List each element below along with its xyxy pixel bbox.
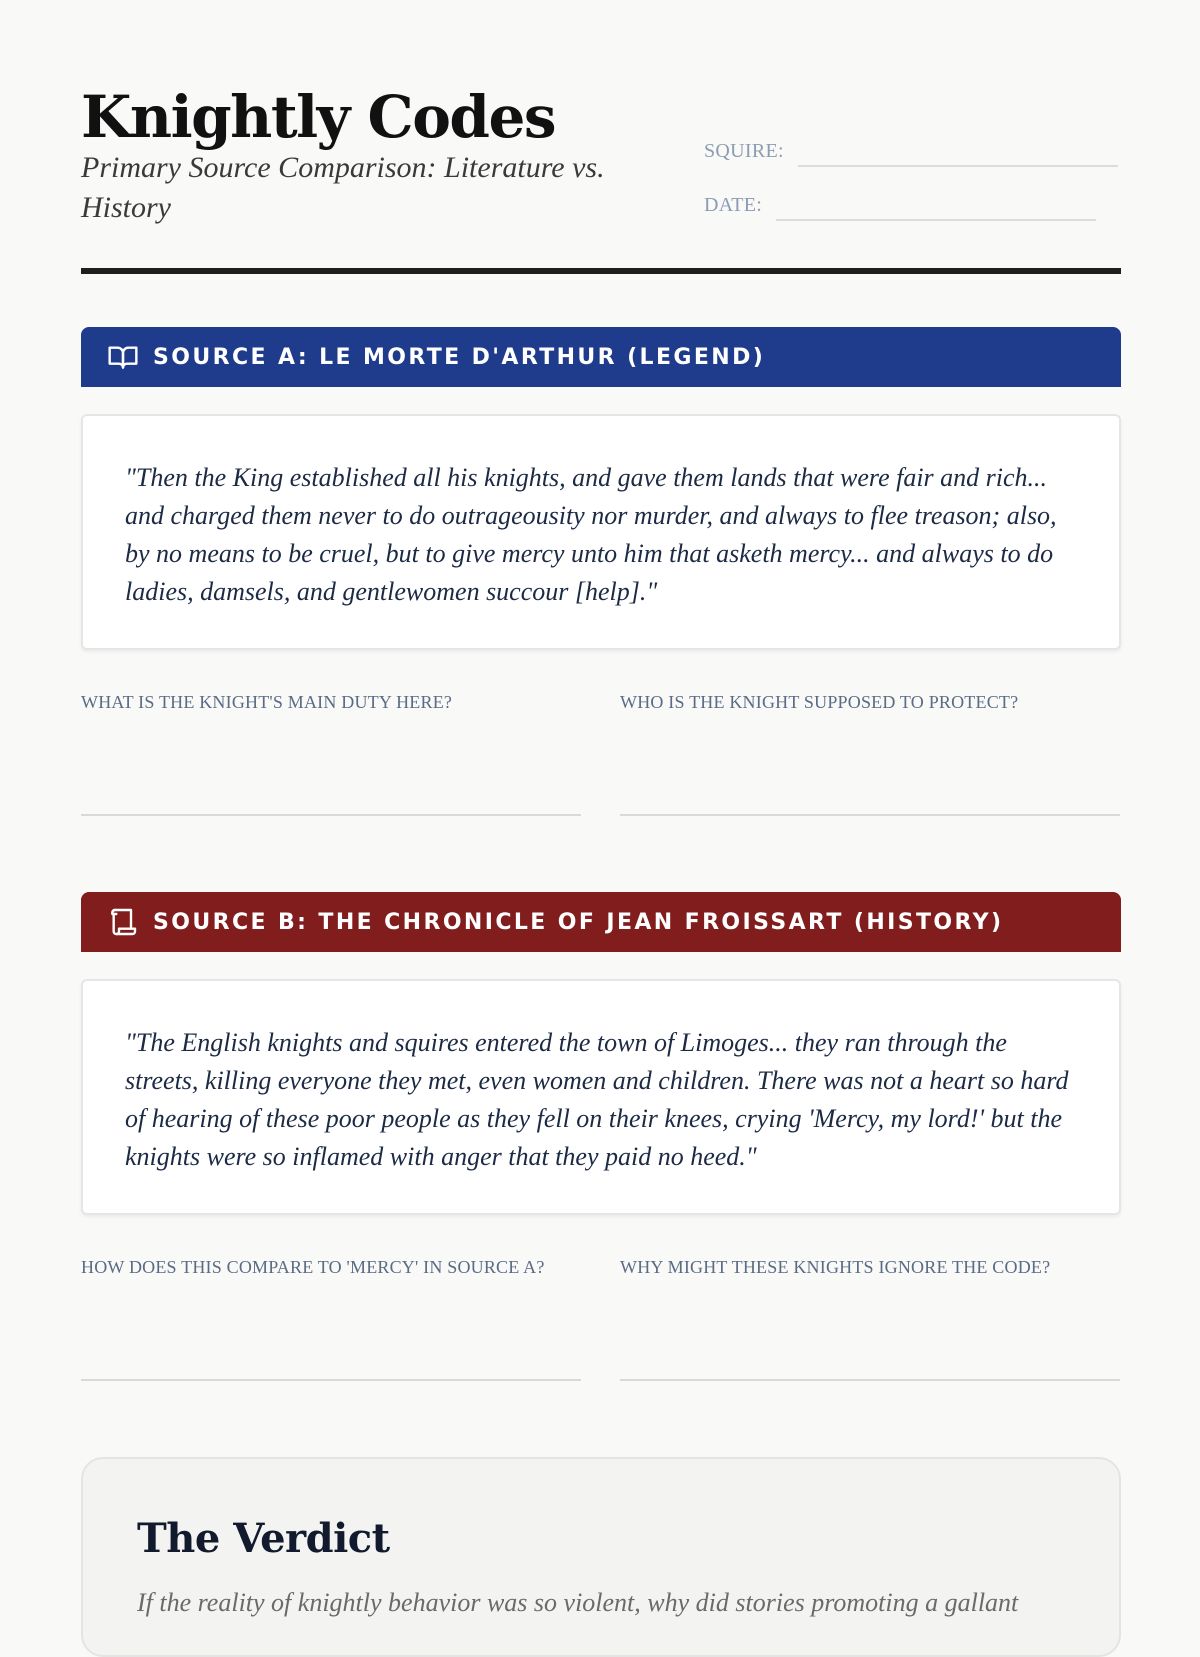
date-label: DATE: — [704, 194, 763, 216]
question-label: WHO IS THE KNIGHT SUPPOSED TO PROTECT? — [620, 692, 1019, 712]
source-a-quote: "Then the King established all his knights, and gave them lands that were fair and rich... and charged them never to do outrageousity nor murder, and always to flee treason; also, by no means to be cruel, but to give mercy unto him that asketh mercy... and always to do ladies, damsels, and gentlewomen succour [help]." — [125, 463, 1057, 606]
date-field — [704, 194, 1096, 217]
scroll-icon — [107, 906, 139, 938]
date-input-line[interactable] — [776, 219, 1096, 221]
source-a-header — [81, 327, 1121, 387]
question-answer-box[interactable] — [81, 1257, 581, 1381]
page-subtitle: Primary Source Comparison: Literature vs. History — [81, 151, 605, 224]
source-b-title: SOURCE B: THE CHRONICLE OF JEAN FROISSART (HISTORY) — [153, 909, 1004, 935]
source-b-header — [81, 892, 1121, 952]
question-label: WHAT IS THE KNIGHT'S MAIN DUTY HERE? — [81, 692, 453, 712]
source-b-quote-card — [81, 979, 1121, 1215]
squire-input-line[interactable] — [798, 165, 1118, 167]
page-title: Knightly Codes — [81, 83, 556, 151]
book-icon — [107, 341, 139, 373]
verdict-title: The Verdict — [137, 1515, 390, 1562]
squire-field — [704, 140, 1118, 163]
source-a-quote-card — [81, 414, 1121, 650]
question-label: HOW DOES THIS COMPARE TO 'MERCY' IN SOURCE A? — [81, 1257, 545, 1277]
worksheet-page — [81, 0, 1121, 1617]
question-answer-box[interactable] — [81, 692, 581, 816]
question-answer-box[interactable] — [620, 1257, 1120, 1381]
verdict-box — [81, 1457, 1121, 1657]
source-a-title: SOURCE A: LE MORTE D'ARTHUR (LEGEND) — [153, 344, 766, 370]
verdict-text: If the reality of knightly behavior was so violent, why did stories promoting a gallant — [137, 1588, 1019, 1617]
question-answer-box[interactable] — [620, 692, 1120, 816]
worksheet-header — [81, 0, 1121, 274]
source-b-quote: "The English knights and squires entered the town of Limoges... they ran through the streets, killing everyone they met, even women and children. There was not a heart so hard of hearing of these poor people as they fell on their knees, crying 'Mercy, my lord!' but the knights were so inflamed with anger that they paid no heed." — [125, 1028, 1069, 1171]
question-label: WHY MIGHT THESE KNIGHTS IGNORE THE CODE? — [620, 1257, 1051, 1277]
squire-label: SQUIRE: — [704, 140, 784, 162]
